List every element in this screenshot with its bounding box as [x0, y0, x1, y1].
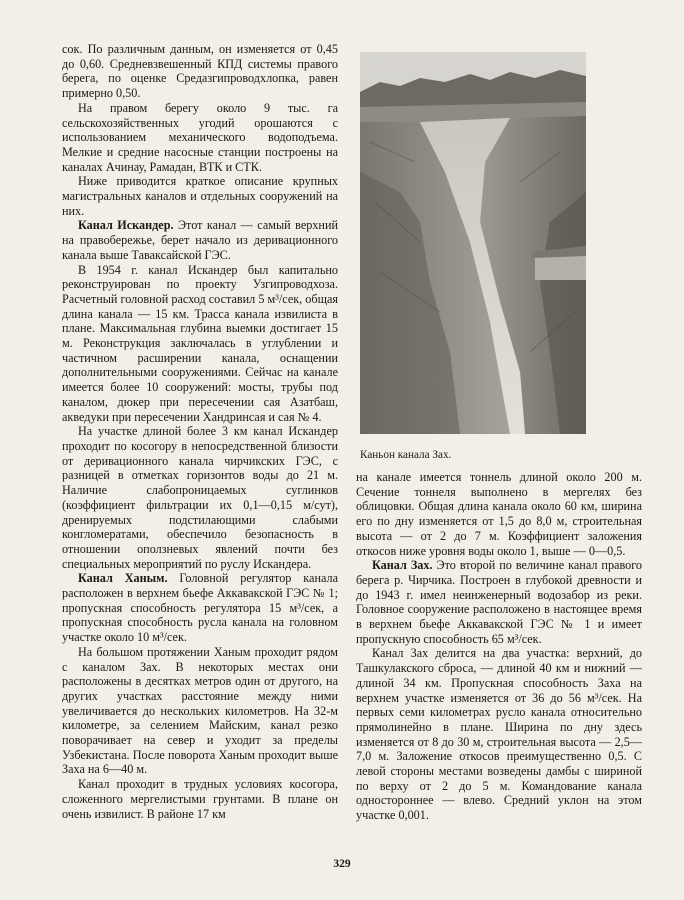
paragraph-text: Этот канал — самый верхний на правобережье, берет начало из деривационного канала выше Таваксайской ГЭС. [62, 218, 338, 262]
paragraph: В 1954 г. канал Искандер был капитально реконструирован по проекту Узгипроводхоза. Расчетный головной расход составил 5 м³/сек, общая длина канала — 15 км. Трасса канала извилиста в плане. Максимальная глубина выемки достигает 15 м. Реконструкция заключалась в углублении и частичном расширении канала, оснащении дополнительными сооружениями. Сейчас на канале имеется более 10 сооружений: мосты, трубы под каналом, дюкер при пересечении сая Азатбаш, акведуки при пересечении Хандринсая и сая № 4. [62, 262, 338, 424]
section-heading-zakh: Канал Зах. [372, 558, 433, 573]
paragraph: Канал проходит в трудных условиях косогора, сложенного мергелистыми грунтами. В плане он очень извилист. В районе 17 км [62, 777, 338, 821]
paragraph-text: Это второй по величине канал правого берега р. Чирчика. Построен в глубокой древности и до 1943 г. имел неинженерный водозабор из реки. Головное сооружение расположено в настоящее время в верхнем бьефе Аккавакской ГЭС № 1 и имеет пропускную способность 65 м³/сек. [356, 558, 643, 646]
left-text-column [62, 42, 338, 821]
right-text-column [356, 470, 642, 823]
section-heading-iskander: Канал Искандер. [78, 218, 174, 233]
section-heading-khanym: Канал Ханым. [78, 571, 168, 586]
paragraph-text: Головной регулятор канала расположен в верхнем бьефе Аккавакской ГЭС № 1; пропускная способность регулятора 15 м³/сек, а пропускная способность русла канала на головном участке около 10 м³/сек. [62, 571, 338, 645]
canyon-photo [360, 52, 586, 434]
paragraph: На правом берегу около 9 тыс. га сельскохозяйственных угодий орошаются с использованием механического водоподъема. Мелкие и средние насосные станции построены на каналах Ачинау, Рамадан, ВТК и СТК. [62, 100, 338, 174]
paragraph [62, 218, 338, 262]
paragraph: Канал Зах делится на два участка: верхний, до Ташкулакского сброса, — длиной 40 км и нижний — длиной 34 км. Пропускная способность Заха на верхнем участке изменяется от 36 до 56 м³/сек. На первых семи километрах русло канала относительно прямолинейно в плане. Ширина по дну здесь изменяется от 8 до 30 м, строительная высота — 2,5—7,0 м. Заложение откосов преимущественно 0,5. С левой стороны местами возведены дамбы с шириной по верху от 2 до 5 м. Командование канала одностороннее — влево. Средний уклон на этом участке 0,001. [356, 646, 642, 823]
paragraph [62, 571, 338, 645]
paragraph: на канале имеется тоннель длиной около 200 м. Сечение тоннеля выполнено в мергелях без облицовки. Общая длина канала около 60 км, ширина его по дну изменяется от 1,5 до 8,0 м, строительная высота — от 2 до 7 м. Коэффициент заложения откосов ниже уровня воды около 1, выше — 0—0,5. [356, 470, 642, 558]
paragraph: На участке длиной более 3 км канал Искандер проходит по косогору в непосредственной близости от деривационного канала чирчикских ГЭС, с разницей в отметках горизонтов воды до 21 м. Наличие слабопроницаемых суглинков (коэффициент фильтрации их 0,1—0,15 м/сут), дренируемых подстилающими слабыми конгломератами, обеспечило безопасность в отношении оползневых явлений почти без специальных мероприятий по руслу Искандера. [62, 424, 338, 571]
paragraph: Ниже приводится краткое описание крупных магистральных каналов и отдельных сооружений на них. [62, 174, 338, 218]
photo-caption: Каньон канала Зах. [360, 449, 452, 461]
page-number: 329 [333, 858, 351, 870]
paragraph: сок. По различным данным, он изменяется от 0,45 до 0,60. Средневзвешенный КПД системы правого берега, по оценке Средазгипроводхлопка, равен примерно 0,50. [62, 42, 338, 101]
canyon-photo-image [360, 52, 586, 434]
paragraph: На большом протяжении Ханым проходит рядом с каналом Зах. В некоторых местах они расположены в десятках метров один от другого, на других участках расстояние между ними увеличивается до нескольких километров. На 32-м километре, за селением Майским, канал резко поворачивает на север и уходит за пределы Узбекистана. После поворота Ханым проходит выше Заха на 6—40 м. [62, 644, 338, 777]
paragraph [356, 558, 642, 646]
